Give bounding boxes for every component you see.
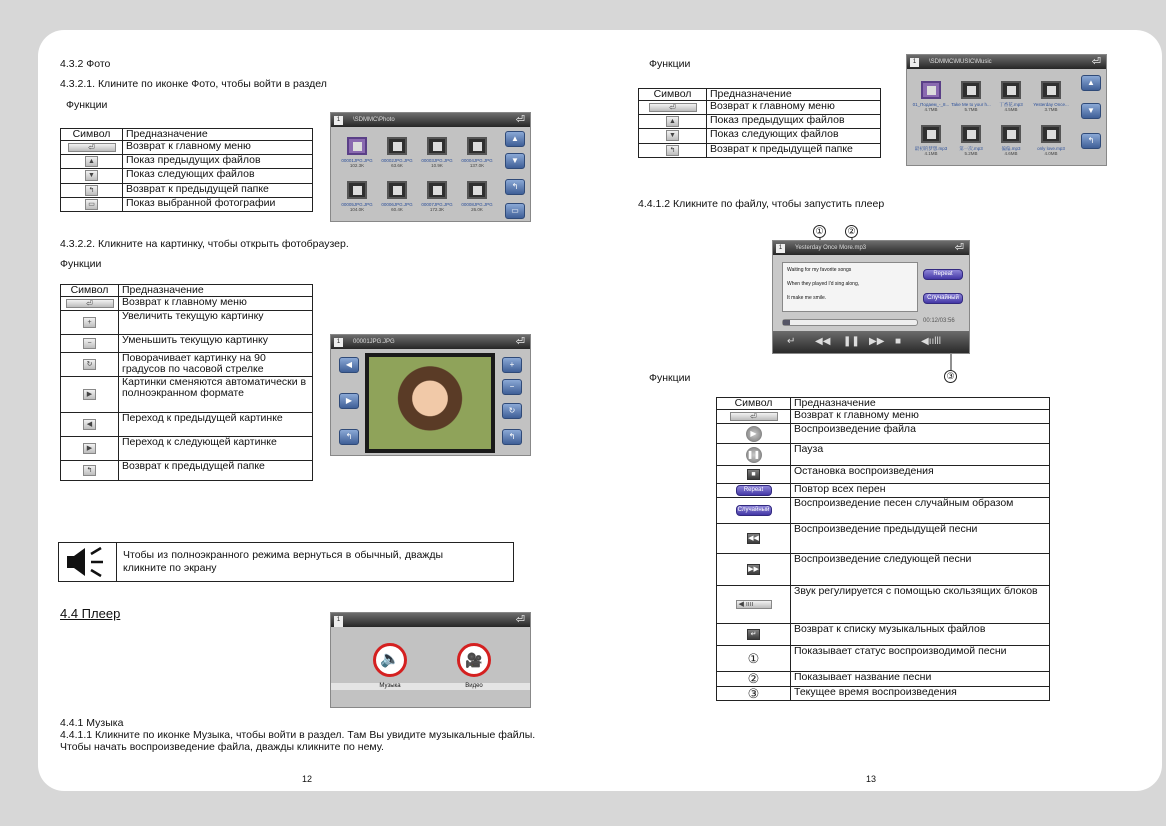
stop-icon: ■ bbox=[747, 469, 760, 480]
slideshow-icon: ▶ bbox=[83, 389, 96, 400]
file-thumbnail bbox=[427, 137, 447, 155]
repeat-button: Repeat bbox=[923, 269, 963, 280]
play-icon: ▶ bbox=[746, 426, 762, 442]
back-folder-icon: ↰ bbox=[666, 145, 679, 156]
page-number-right: 13 bbox=[866, 774, 877, 784]
purpose-text: Возврат к главному меню bbox=[119, 297, 313, 311]
music-list-screenshot bbox=[906, 54, 1107, 166]
page-number-left: 12 bbox=[302, 774, 313, 784]
file-thumbnail bbox=[347, 137, 367, 155]
purpose-text: Показ предыдущих файлов bbox=[123, 155, 313, 169]
header-symbol: Символ bbox=[717, 398, 791, 410]
table-row bbox=[61, 311, 313, 335]
child-photo bbox=[369, 357, 491, 449]
file-caption: 00003JPG.JPG bbox=[421, 158, 453, 163]
return-arrow-icon: ⏎ bbox=[515, 336, 525, 348]
purpose-text: Переход к следующей картинке bbox=[119, 437, 313, 461]
pause-icon: ❚❚ bbox=[746, 447, 762, 463]
purpose-text: Возврат к главному меню bbox=[707, 101, 881, 115]
file-size: 172.3K bbox=[429, 207, 445, 212]
return-arrow-icon: ⏎ bbox=[954, 242, 964, 254]
viewer-title: 00001JPG.JPG bbox=[353, 339, 395, 345]
screen-number-icon: 1 bbox=[334, 616, 343, 627]
file-caption: 最初的梦想.mp3 bbox=[914, 146, 948, 151]
fast-forward-icon: ▶▶ bbox=[869, 336, 885, 347]
return-arrow-icon: ⏎ bbox=[515, 614, 525, 626]
file-caption: 00004JPG.JPG bbox=[461, 158, 493, 163]
file-thumbnail bbox=[961, 125, 981, 143]
back-folder-button-icon: ↰ bbox=[1081, 133, 1101, 149]
music-speaker-icon: 🔈 bbox=[373, 643, 407, 677]
functions-label: Функции bbox=[66, 99, 108, 111]
file-size: 4.7MB bbox=[924, 107, 938, 112]
return-main-menu-icon: ⏎ bbox=[730, 412, 778, 421]
back-folder-button-icon: ↰ bbox=[505, 179, 525, 195]
purpose-text: Воспроизведение файла bbox=[791, 424, 1050, 444]
next-files-icon: ▼ bbox=[666, 130, 679, 141]
previous-song-icon: ◀◀ bbox=[748, 535, 759, 543]
callout-2-icon: ② bbox=[747, 671, 760, 687]
purpose-text: Возврат к главному меню bbox=[123, 141, 313, 155]
time-display: 00:12/03:56 bbox=[923, 318, 955, 324]
music-list-functions-table bbox=[638, 88, 881, 158]
lyrics-panel bbox=[782, 262, 918, 312]
file-size: 137.0K bbox=[469, 163, 485, 168]
table-row bbox=[717, 484, 1050, 498]
back-folder-icon: ↰ bbox=[83, 465, 96, 476]
song-title: Yesterday Once More.mp3 bbox=[795, 245, 867, 251]
file-caption: 00007JPG.JPG bbox=[421, 202, 453, 207]
file-caption: 第一次.mp3 bbox=[959, 146, 983, 151]
volume-icon: ◀ıılll bbox=[921, 336, 941, 347]
callout-2: ② bbox=[845, 225, 858, 238]
show-photo-button-icon: ▭ bbox=[505, 203, 525, 219]
step-4-4-1-1: 4.4.1.1 Кликните по иконке Музыка, чтобы войти в раздел. Там Вы увидите музыкальные файлы. Чтобы начать воспроизведение файла, дважды кликните по нему. bbox=[60, 729, 536, 753]
table-row bbox=[61, 141, 313, 155]
pause-icon: ❚❚ bbox=[843, 336, 860, 347]
purpose-text: Звук регулируется с помощью скользящих блоков bbox=[791, 586, 1050, 624]
file-size: 4.1MB bbox=[924, 151, 938, 156]
photo-browser-screenshot bbox=[330, 112, 531, 222]
player-menu-screenshot bbox=[330, 612, 531, 708]
screen-number-icon: 1 bbox=[910, 58, 919, 67]
purpose-text: Поворачивает картинку на 90 градусов по часовой стрелке bbox=[119, 353, 313, 377]
table-row bbox=[717, 624, 1050, 646]
video-camera-icon: 🎥 bbox=[457, 643, 491, 677]
screen-path: \SDMMC\Photo bbox=[353, 117, 395, 123]
file-size: 26.0K bbox=[471, 207, 483, 212]
file-thumbnail bbox=[467, 181, 487, 199]
file-thumbnail bbox=[1001, 125, 1021, 143]
purpose-text: Увеличить текущую картинку bbox=[119, 311, 313, 335]
table-row bbox=[61, 413, 313, 437]
photo-frame bbox=[365, 353, 495, 453]
back-to-list-icon: ↵ bbox=[747, 629, 760, 640]
file-caption: 00008JPG.JPG bbox=[461, 202, 493, 207]
header-purpose: Предназначение bbox=[123, 129, 313, 141]
file-caption: Take Me to your h... bbox=[951, 102, 991, 107]
file-size: 102.3K bbox=[349, 163, 365, 168]
functions-label: Функции bbox=[649, 58, 691, 70]
table-row bbox=[717, 554, 1050, 586]
photo-viewer-screenshot bbox=[330, 334, 531, 456]
table-row bbox=[717, 444, 1050, 466]
file-size: 10.9K bbox=[431, 163, 443, 168]
purpose-text: Пауза bbox=[791, 444, 1050, 466]
purpose-text: Возврат к главному меню bbox=[791, 410, 1050, 424]
file-thumbnail bbox=[347, 181, 367, 199]
note-text: Чтобы из полноэкранного режима вернуться в обычный, дважды кликните по экрану bbox=[123, 549, 443, 574]
purpose-text: Возврат к предыдущей папке bbox=[707, 143, 881, 157]
lyric-line: When they played I'd sing along, bbox=[787, 281, 860, 287]
file-size: 5.7MB bbox=[964, 107, 978, 112]
file-thumbnail bbox=[1041, 81, 1061, 99]
header-purpose: Предназначение bbox=[707, 89, 881, 101]
back-button-icon: ↰ bbox=[502, 429, 522, 445]
file-caption: 00006JPG.JPG bbox=[381, 202, 413, 207]
purpose-text: Воспроизведение следующей песни bbox=[791, 554, 1050, 586]
repeat-all-icon: Repeat bbox=[736, 485, 772, 496]
file-thumbnail bbox=[387, 137, 407, 155]
table-row bbox=[61, 461, 313, 481]
purpose-text: Возврат к списку музыкальных файлов bbox=[791, 624, 1050, 646]
speaker-icon bbox=[59, 543, 117, 581]
up-button-icon: ▲ bbox=[1081, 75, 1101, 91]
header-symbol: Символ bbox=[61, 129, 123, 141]
file-thumbnail bbox=[921, 81, 941, 99]
video-label: Видео bbox=[465, 683, 483, 689]
heading-music: 4.4.1 Музыка bbox=[60, 717, 124, 729]
table-row bbox=[61, 437, 313, 461]
photo-functions-table bbox=[60, 128, 313, 212]
purpose-text: Показ предыдущих файлов bbox=[707, 115, 881, 129]
table-row bbox=[717, 410, 1050, 424]
zoom-in-icon: + bbox=[83, 317, 96, 328]
table-row bbox=[61, 353, 313, 377]
table-row bbox=[61, 197, 313, 211]
functions-label: Функции bbox=[649, 372, 691, 384]
file-size: 4.0MB bbox=[1044, 151, 1058, 156]
file-thumbnail bbox=[1001, 81, 1021, 99]
table-row bbox=[61, 169, 313, 183]
next-song-icon: ▶▶ bbox=[748, 566, 759, 574]
purpose-text: Показ следующих файлов bbox=[123, 169, 313, 183]
callout-3: ③ bbox=[944, 370, 957, 383]
return-main-menu-icon: ⏎ bbox=[68, 143, 116, 152]
file-caption: 01_Подаем_-_8... bbox=[912, 102, 950, 107]
table-row bbox=[61, 335, 313, 353]
purpose-text: Возврат к предыдущей папке bbox=[123, 183, 313, 197]
random-button: Случайный bbox=[923, 293, 963, 304]
table-row bbox=[639, 143, 881, 157]
purpose-text: Показ следующих файлов bbox=[707, 129, 881, 143]
rotate-button-icon: ↻ bbox=[502, 403, 522, 419]
down-button-icon: ▼ bbox=[1081, 103, 1101, 119]
previous-picture-icon: ◀ bbox=[83, 419, 96, 430]
table-row bbox=[717, 686, 1050, 700]
callout-1: ① bbox=[813, 225, 826, 238]
file-caption: only love.mp3 bbox=[1037, 146, 1065, 151]
volume-slider-icon: ◀ ıııı bbox=[736, 600, 772, 609]
file-size: 60.4K bbox=[391, 207, 403, 212]
callout-3-icon: ③ bbox=[747, 685, 760, 701]
rotate-icon: ↻ bbox=[83, 359, 96, 370]
rewind-icon: ◀◀ bbox=[815, 336, 831, 347]
heading-player: 4.4 Плеер bbox=[60, 606, 121, 621]
heading-foto: 4.3.2 Фото bbox=[60, 58, 111, 70]
file-caption: Yesterday Once... bbox=[1033, 102, 1069, 107]
file-size: 104.0K bbox=[349, 207, 365, 212]
file-caption: 偏偏.mp3 bbox=[1001, 146, 1021, 151]
note-box bbox=[58, 542, 514, 582]
player-control-bar bbox=[773, 331, 969, 353]
step-4-4-1-2: 4.4.1.2 Кликните по файлу, чтобы запустить плеер bbox=[638, 198, 885, 210]
zoom-in-button-icon: + bbox=[502, 357, 522, 373]
table-row bbox=[717, 586, 1050, 624]
step-4-3-2-1: 4.3.2.1. Клините по иконке Фото, чтобы войти в раздел bbox=[60, 78, 327, 90]
purpose-text: Показ выбранной фотографии bbox=[123, 197, 313, 211]
file-thumbnail bbox=[387, 181, 407, 199]
screen-number-icon: 1 bbox=[776, 244, 785, 253]
screen-number-icon: 1 bbox=[334, 116, 343, 125]
purpose-text: Уменьшить текущую картинку bbox=[119, 335, 313, 353]
previous-files-icon: ▲ bbox=[666, 116, 679, 127]
next-files-icon: ▼ bbox=[85, 170, 98, 181]
screen-number-icon: 1 bbox=[334, 338, 343, 347]
file-thumbnail bbox=[467, 137, 487, 155]
previous-files-icon: ▲ bbox=[85, 156, 98, 167]
table-row bbox=[717, 646, 1050, 672]
file-thumbnail bbox=[921, 125, 941, 143]
table-row bbox=[61, 297, 313, 311]
file-caption: 00001JPG.JPG bbox=[341, 158, 373, 163]
previous-picture-button-icon: ◀ bbox=[339, 357, 359, 373]
return-arrow-icon: ⏎ bbox=[515, 114, 525, 126]
file-size: 4.5MB bbox=[1004, 107, 1018, 112]
purpose-text: Показывает название песни bbox=[791, 672, 1050, 686]
table-row bbox=[61, 183, 313, 197]
table-row bbox=[717, 498, 1050, 524]
table-row bbox=[639, 115, 881, 129]
functions-label: Функции bbox=[60, 258, 102, 270]
table-row bbox=[717, 672, 1050, 686]
table-row bbox=[61, 155, 313, 169]
player-functions-table bbox=[716, 397, 1050, 701]
down-button-icon: ▼ bbox=[505, 153, 525, 169]
table-row bbox=[639, 129, 881, 143]
purpose-text: Возврат к предыдущей папке bbox=[119, 461, 313, 481]
file-caption: 00002JPG.JPG bbox=[381, 158, 413, 163]
purpose-text: Показывает статус воспроизводимой песни bbox=[791, 646, 1050, 672]
up-button-icon: ▲ bbox=[505, 131, 525, 147]
back-folder-button-icon: ↰ bbox=[339, 429, 359, 445]
stop-icon: ■ bbox=[895, 336, 902, 347]
zoom-out-button-icon: − bbox=[502, 379, 522, 395]
back-folder-icon: ↰ bbox=[85, 185, 98, 196]
header-purpose: Предназначение bbox=[119, 285, 313, 297]
shuffle-icon: Случайный bbox=[736, 505, 772, 516]
header-purpose: Предназначение bbox=[791, 398, 1050, 410]
progress-bar bbox=[782, 319, 918, 326]
file-caption: 00005JPG.JPG bbox=[341, 202, 373, 207]
table-row bbox=[61, 377, 313, 413]
file-size: 5.2MB bbox=[964, 151, 978, 156]
table-row bbox=[639, 101, 881, 115]
return-arrow-icon: ⏎ bbox=[1091, 56, 1101, 68]
purpose-text: Картинки сменяются автоматически в полноэкранном формате bbox=[119, 377, 313, 413]
step-4-3-2-2: 4.3.2.2. Кликните на картинку, чтобы открыть фотобраузер. bbox=[60, 238, 349, 250]
purpose-text: Воспроизведение песен случайным образом bbox=[791, 498, 1050, 524]
zoom-out-icon: − bbox=[83, 338, 96, 349]
screen-path: \SDMMC\MUSIC\Music bbox=[929, 59, 992, 65]
file-thumbnail bbox=[427, 181, 447, 199]
file-size: 3.7MB bbox=[1044, 107, 1058, 112]
file-caption: 丁香花.mp3 bbox=[999, 102, 1023, 107]
viewer-functions-table bbox=[60, 284, 313, 481]
header-symbol: Символ bbox=[61, 285, 119, 297]
table-row bbox=[717, 424, 1050, 444]
table-row bbox=[717, 466, 1050, 484]
purpose-text: Повтор всех перен bbox=[791, 484, 1050, 498]
music-label: Музыка bbox=[379, 683, 401, 689]
purpose-text: Воспроизведение предыдущей песни bbox=[791, 524, 1050, 554]
show-photo-icon: ▭ bbox=[85, 199, 98, 210]
next-picture-icon: ▶ bbox=[83, 443, 96, 454]
callout-1-icon: ① bbox=[747, 651, 760, 667]
lyric-line: It make me smile. bbox=[787, 295, 827, 301]
music-player-screenshot bbox=[772, 240, 970, 354]
file-thumbnail bbox=[1041, 125, 1061, 143]
file-size: 4.6MB bbox=[1004, 151, 1018, 156]
purpose-text: Переход к предыдущей картинке bbox=[119, 413, 313, 437]
return-main-menu-icon: ⏎ bbox=[66, 299, 114, 308]
lyric-line: Waiting for my favorite songs bbox=[787, 267, 852, 273]
file-size: 63.6K bbox=[391, 163, 403, 168]
return-main-menu-icon: ⏎ bbox=[649, 103, 697, 112]
slideshow-button-icon: ▶ bbox=[339, 393, 359, 409]
purpose-text: Остановка воспроизведения bbox=[791, 466, 1050, 484]
file-thumbnail bbox=[961, 81, 981, 99]
header-symbol: Символ bbox=[639, 89, 707, 101]
purpose-text: Текущее время воспроизведения bbox=[791, 686, 1050, 700]
table-row bbox=[717, 524, 1050, 554]
back-to-list-icon: ↵ bbox=[787, 336, 796, 347]
